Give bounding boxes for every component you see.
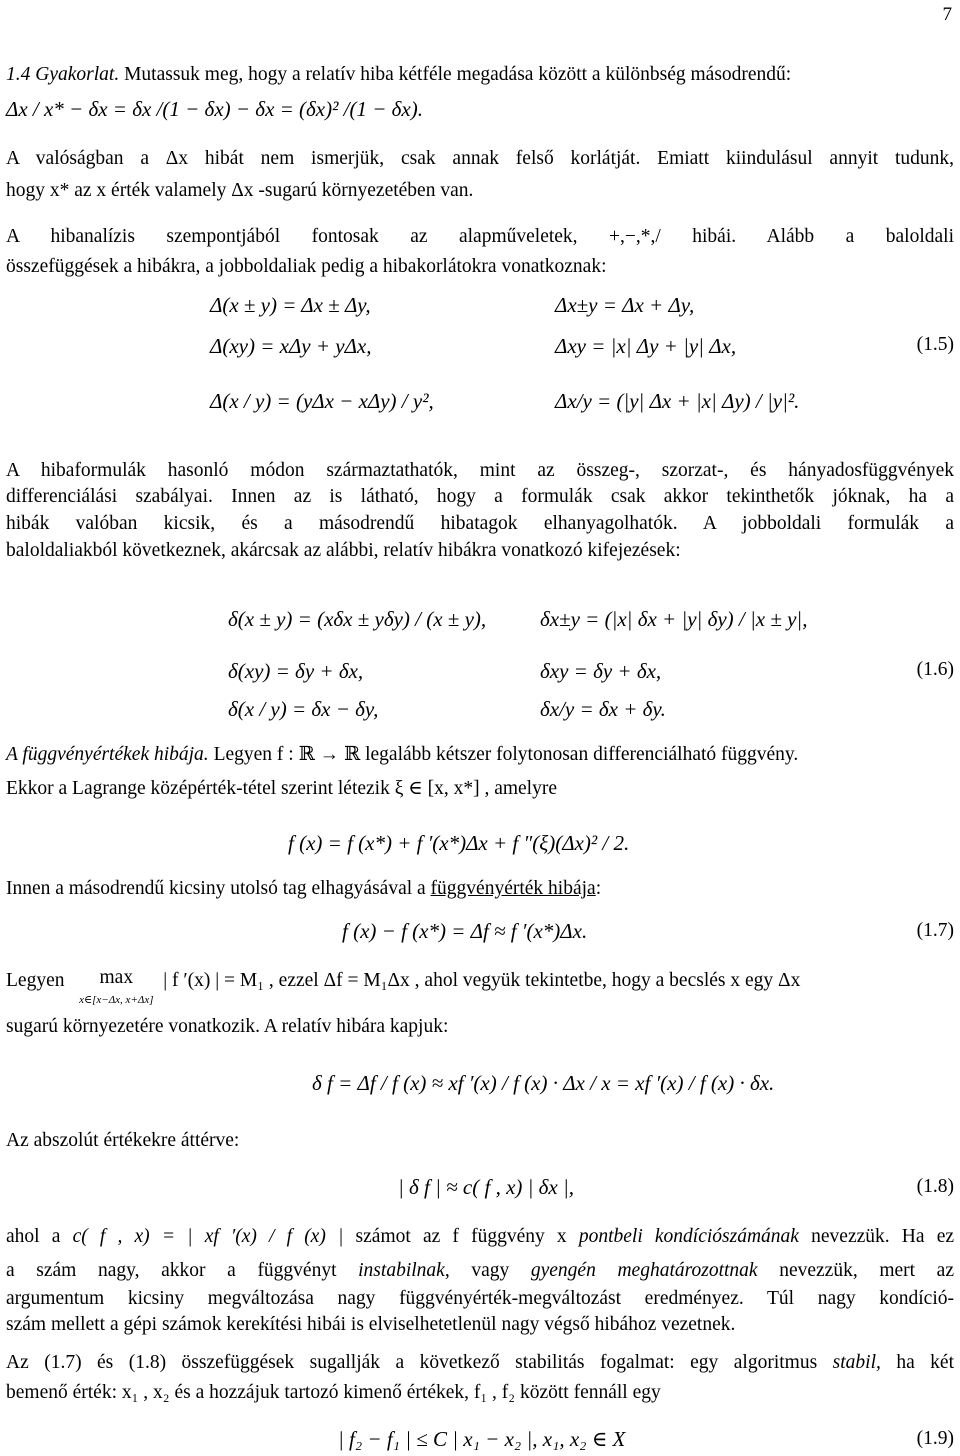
paragraph-1-line-1: A valóságban a Δx hibát nem ismerjük, csak annak felső korlátját. Emiatt kiindulásul annyit tudunk, — [6, 148, 954, 169]
eq-1-6-row-3-right: δx/y = δx + δy. — [540, 697, 666, 721]
max-subscript: x∈[x−Δx, x+Δx] — [79, 994, 154, 1006]
section-heading-function-error: A függvényértékek hibája. — [6, 744, 209, 765]
paragraph-5 — [6, 876, 954, 902]
paragraph-8-tail: nevezzük. Ha ez — [798, 1226, 955, 1247]
paragraph-9-line-1 — [6, 1350, 954, 1376]
term-ill-conditioned: gyengén meghatározottnak — [530, 1260, 758, 1281]
paragraph-8-line-3: argumentum kicsiny megváltozása nagy függvényérték-megváltozást eredményez. Túl nagy kondíció- — [6, 1288, 954, 1309]
paragraph-7: Az abszolút értékekre áttérve: — [6, 1130, 240, 1151]
eq-1-6-row-1-left: δ(x ± y) = (xδx ± yδy) / (x ± y), — [228, 607, 487, 631]
paragraph-8-line-2 — [6, 1258, 954, 1284]
eq-1-6-row-3-left: δ(x / y) = δx − δy, — [228, 697, 379, 721]
term-pointwise-condition-number: pontbeli kondíciószámának — [578, 1226, 799, 1247]
eq-1-9: | f₂ − f₁ | ≤ C | x₁ − x₂ |, x₁, x₂ ∈ X — [338, 1427, 626, 1451]
eq-1-5-row-1-left: Δ(x ± y) = Δx ± Δy, — [210, 293, 371, 317]
exercise-text: Mutassuk meg, hogy a relatív hiba kétféle megadása között a különbség másodrendű: — [119, 64, 792, 85]
eq-1-5-row-1-right: Δx±y = Δx + Δy, — [555, 293, 695, 317]
lagrange-equation: f (x) = f (x*) + f ′(x*)Δx + f ″(ξ)(Δx)² / 2. — [288, 831, 630, 855]
paragraph-6-line-2: sugarú környezetére vonatkozik. A relatív hibára kapjuk: — [6, 1016, 449, 1037]
eq-1-5-number: (1.5) — [916, 334, 954, 355]
eq-1-6-row-2-right: δxy = δy + δx, — [540, 659, 662, 683]
eq-1-5-row-3-left: Δ(x / y) = (yΔx − xΔy) / y², — [210, 389, 434, 413]
term-unstable: instabilnak — [358, 1260, 445, 1281]
paragraph-6-lead: Legyen — [6, 970, 65, 991]
paragraph-9-line-2: bemenő érték: x₁ , x₂ és a hozzájuk tartozó kimenő értékek, f₁ , f₂ között fennáll egy — [6, 1382, 661, 1403]
paragraph-3-line-1: A hibaformulák hasonló módon származtathatók, mint az összeg-, szorzat-, és hányadosfüggvények — [6, 460, 954, 481]
paragraph-8-line-1 — [6, 1224, 954, 1250]
eq-1-7: f (x) − f (x*) = Δf ≈ f ′(x*)Δx. — [342, 919, 588, 943]
paragraph-5-end: : — [595, 878, 602, 899]
paragraph-1-line-2: hogy x* az x érték valamely Δx -sugarú környezetében van. — [6, 180, 474, 201]
eq-1-8-number: (1.8) — [916, 1176, 954, 1197]
max-operator: max — [99, 967, 134, 988]
paragraph-3-line-2: differenciálási szabályai. Innen az is látható, hogy a formulák csak akkor tekinthetők jóknak, ha a — [6, 486, 954, 507]
paragraph-8-lead: ahol a — [6, 1226, 73, 1247]
eq-1-6-row-1-right: δx±y = (|x| δx + |y| δy) / |x ± y|, — [540, 607, 808, 631]
paragraph-9-tail: ha két — [880, 1352, 955, 1373]
eq-1-5-row-3-right: Δx/y = (|y| Δx + |x| Δy) / |y|². — [555, 389, 800, 413]
paragraph-6-line-1 — [6, 968, 954, 1010]
paragraph-8-line-2-b: , vagy — [444, 1260, 531, 1281]
page-number: 7 — [942, 4, 952, 25]
paragraph-4-line-2: Ekkor a Lagrange középérték-tétel szerint létezik ξ ∈ [x, x*] , amelyre — [6, 778, 557, 799]
eq-1-6-row-2-left: δ(xy) = δy + δx, — [228, 659, 364, 683]
paragraph-2-line-1: A hibanalízis szempontjából fontosak az alapműveletek, +,−,*,/ hibái. Alább a baloldali — [6, 226, 954, 247]
term-stable: stabil, — [832, 1352, 881, 1373]
paragraph-8-line-4: szám mellett a gépi számok kerekítési hibái is elviselhetetlenül nagy végső hibához vezetnek. — [6, 1314, 736, 1335]
paragraph-8-mid: számot az f függvény x — [343, 1226, 579, 1247]
paragraph-3-line-3: hibák valóban kicsik, és a másodrendű hibatagok elhanyagolhatók. A jobboldali formulák a — [6, 513, 954, 534]
exercise-statement — [6, 62, 954, 88]
paragraph-6-line-1-text: | f ′(x) | = M₁ , ezzel Δf = M₁Δx , ahol vegyük tekintetbe, hogy a becslés x egy Δx — [163, 970, 801, 991]
eq-1-7-number: (1.7) — [916, 920, 954, 941]
paragraph-4-line-1-text: Legyen f : ℝ → ℝ legalább kétszer folytonosan differenciálható függvény. — [208, 744, 799, 765]
paragraph-3-line-4: baloldaliakból következnek, akárcsak az alábbi, relatív hibákra vonatkozó kifejezések: — [6, 540, 681, 561]
eq-1-8: | δ f | ≈ c( f , x) | δx |, — [398, 1175, 575, 1199]
eq-1-9-number: (1.9) — [916, 1428, 954, 1449]
eq-1-6-number: (1.6) — [916, 659, 954, 680]
relative-error-equation: δ f = Δf / f (x) ≈ xf ′(x) / f (x) · Δx / x = xf ′(x) / f (x) · δx. — [312, 1071, 775, 1095]
paragraph-4-line-1 — [6, 742, 954, 768]
paragraph-8-line-2-a: a szám nagy, akkor a függvényt — [6, 1260, 359, 1281]
exercise-heading: 1.4 Gyakorlat. — [6, 64, 120, 85]
term-function-value-error: függvényérték hibája — [430, 878, 596, 899]
condition-number-formula: c( f , x) = | xf ′(x) / f (x) | — [72, 1226, 344, 1247]
eq-1-5-row-2-left: Δ(xy) = xΔy + yΔx, — [210, 334, 372, 358]
paragraph-8-line-2-c: nevezzük, mert az — [757, 1260, 954, 1281]
eq-1-5-row-2-right: Δxy = |x| Δy + |y| Δx, — [555, 334, 737, 358]
paragraph-2-line-2: összefüggések a hibákra, a jobboldaliak pedig a hibakorlátokra vonatkoznak: — [6, 256, 607, 277]
exercise-formula: Δx / x* − δx = δx /(1 − δx) − δx = (δx)² /(1 − δx). — [6, 97, 423, 121]
paragraph-9-lead: Az (1.7) és (1.8) összefüggések sugallják a következő stabilitás fogalmat: egy algoritmus — [6, 1352, 833, 1373]
paragraph-5-text: Innen a másodrendű kicsiny utolsó tag elhagyásával a — [6, 878, 431, 899]
